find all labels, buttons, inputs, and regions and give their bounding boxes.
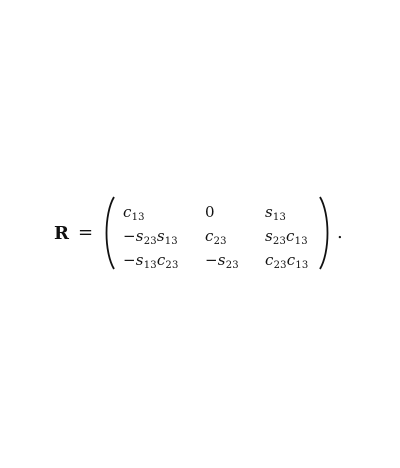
matrix-variable: s	[217, 251, 226, 269]
matrix-variable: s	[265, 227, 273, 245]
matrix-variable: s	[265, 203, 273, 221]
matrix-subscript: 13	[131, 212, 145, 223]
matrix-cell-r1-c2: 0	[205, 203, 215, 221]
matrix-variable: s	[135, 251, 144, 269]
matrix-subscript: 23	[213, 236, 227, 247]
matrix-variable: c	[265, 251, 274, 269]
matrix-subscript: 23	[225, 260, 239, 271]
matrix-cell-r1-c3	[265, 203, 286, 221]
left-parenthesis	[102, 196, 116, 270]
matrix-variable: c	[156, 251, 166, 269]
matrix-symbol: R	[54, 223, 69, 244]
matrix-subscript: 13	[294, 236, 308, 247]
right-parenthesis	[318, 196, 332, 270]
trailing-period: .	[337, 222, 343, 243]
matrix-subscript: 23	[273, 260, 287, 271]
equals-sign: =	[78, 222, 94, 243]
matrix-variable: s	[156, 227, 165, 245]
matrix-cell-r3-c3	[265, 251, 308, 269]
matrix-variable: c	[286, 251, 296, 269]
matrix-cell-r2-c3	[265, 227, 308, 245]
matrix-cell-r2-c1	[123, 227, 178, 245]
matrix-subscript: 13	[272, 212, 287, 223]
matrix-subscript: 13	[295, 260, 309, 271]
matrix-variable: c	[123, 203, 132, 221]
matrix-cell-r2-c2	[205, 227, 227, 245]
matrix-subscript: 23	[165, 260, 179, 271]
matrix-subscript: 13	[164, 236, 178, 247]
matrix-subscript: 23	[272, 236, 287, 247]
matrix-cell-r3-c2	[205, 251, 239, 269]
minus-sign: −	[123, 251, 136, 269]
matrix-subscript: 13	[143, 260, 157, 271]
minus-sign: −	[205, 251, 218, 269]
matrix-variable: c	[205, 227, 214, 245]
matrix-variable: c	[286, 227, 295, 245]
minus-sign: −	[123, 227, 136, 245]
matrix-cell-r1-c1	[123, 203, 145, 221]
matrix-variable: s	[135, 227, 144, 245]
matrix-subscript: 23	[143, 236, 157, 247]
matrix-cell-r3-c1	[123, 251, 179, 269]
